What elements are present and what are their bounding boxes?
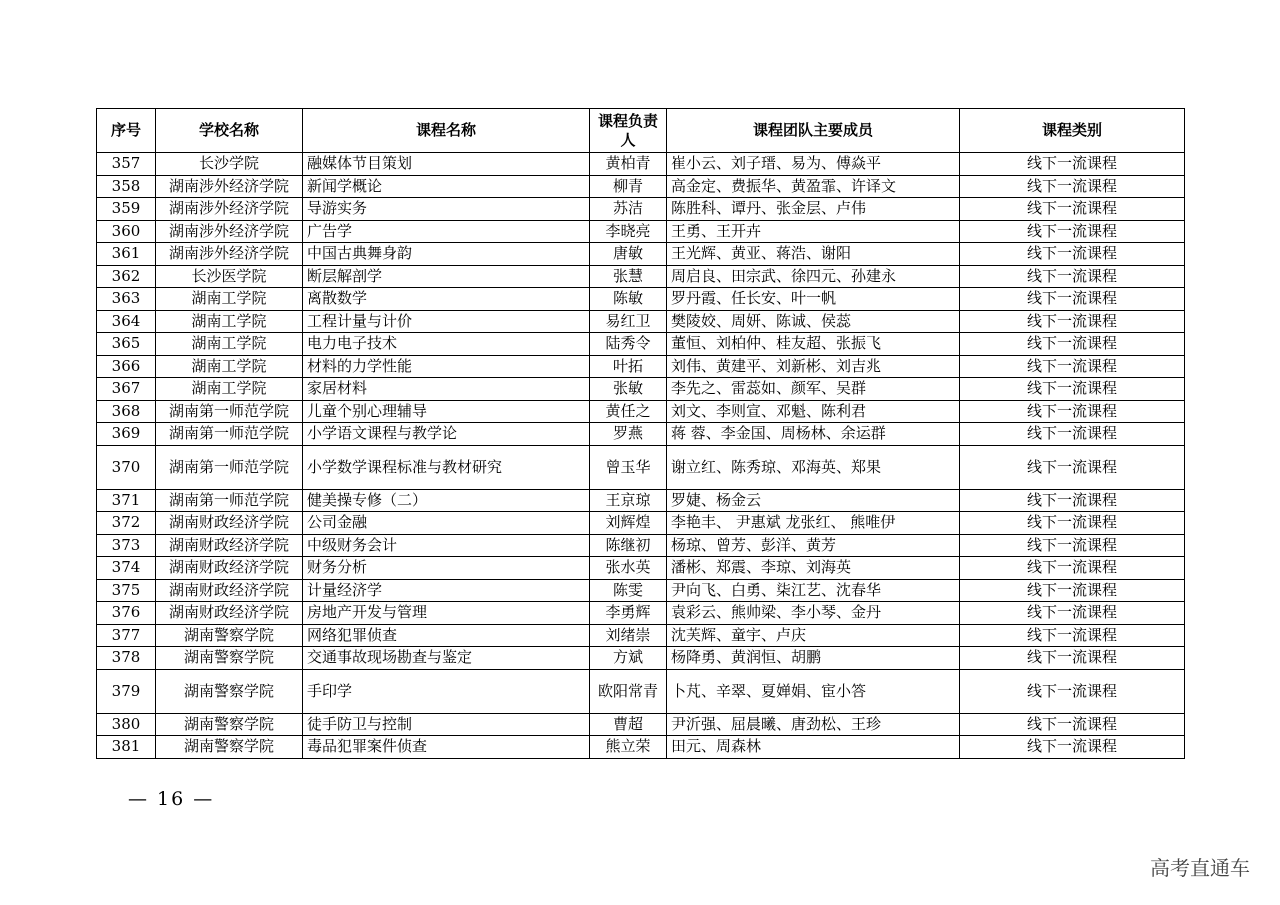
cell-lead: 曹超 (590, 713, 667, 736)
cell-team: 袁彩云、熊帅梁、李小琴、金丹 (667, 602, 960, 625)
cell-team: 樊陵姣、周妍、陈诚、侯蕊 (667, 310, 960, 333)
cell-course: 新闻学概论 (303, 175, 590, 198)
cell-course: 毒品犯罪案件侦查 (303, 736, 590, 759)
cell-school: 湖南工学院 (156, 355, 303, 378)
table-row (97, 378, 1185, 401)
cell-no: 370 (97, 445, 156, 489)
header-course: 课程名称 (303, 109, 590, 153)
cell-lead: 熊立荣 (590, 736, 667, 759)
cell-course: 融媒体节目策划 (303, 153, 590, 176)
cell-category: 线下一流课程 (960, 198, 1185, 221)
cell-course: 家居材料 (303, 378, 590, 401)
cell-category: 线下一流课程 (960, 265, 1185, 288)
cell-school: 湖南警察学院 (156, 713, 303, 736)
table-header-row (97, 109, 1185, 153)
cell-team: 蒋 蓉、李金国、周杨林、余运群 (667, 423, 960, 446)
cell-category: 线下一流课程 (960, 153, 1185, 176)
cell-no: 373 (97, 534, 156, 557)
cell-team: 尹向飞、白勇、柒江艺、沈春华 (667, 579, 960, 602)
cell-team: 沈芙辉、童宇、卢庆 (667, 624, 960, 647)
table-row (97, 512, 1185, 535)
watermark: 高考直通车 (1150, 856, 1250, 880)
cell-school: 湖南财政经济学院 (156, 557, 303, 580)
cell-no: 367 (97, 378, 156, 401)
table-row (97, 220, 1185, 243)
cell-team: 卜芃、辛翠、夏婵娟、宦小答 (667, 669, 960, 713)
cell-course: 交通事故现场勘查与鉴定 (303, 647, 590, 670)
table-row (97, 355, 1185, 378)
cell-school: 湖南涉外经济学院 (156, 243, 303, 266)
cell-school: 长沙学院 (156, 153, 303, 176)
cell-course: 工程计量与计价 (303, 310, 590, 333)
cell-team: 李艳丰、 尹惠斌 龙张红、 熊唯伊 (667, 512, 960, 535)
cell-lead: 王京琼 (590, 489, 667, 512)
table-row (97, 243, 1185, 266)
table-row (97, 265, 1185, 288)
table-row (97, 602, 1185, 625)
cell-course: 儿童个别心理辅导 (303, 400, 590, 423)
cell-lead: 陈雯 (590, 579, 667, 602)
cell-no: 361 (97, 243, 156, 266)
cell-course: 离散数学 (303, 288, 590, 311)
cell-team: 潘彬、郑震、李琼、刘海英 (667, 557, 960, 580)
cell-course: 导游实务 (303, 198, 590, 221)
cell-school: 湖南财政经济学院 (156, 602, 303, 625)
cell-lead: 陈继初 (590, 534, 667, 557)
cell-team: 刘伟、黄建平、刘新彬、刘吉兆 (667, 355, 960, 378)
cell-category: 线下一流课程 (960, 602, 1185, 625)
cell-no: 378 (97, 647, 156, 670)
header-lead: 课程负责人 (590, 109, 667, 153)
cell-lead: 黄任之 (590, 400, 667, 423)
table-row (97, 557, 1185, 580)
cell-category: 线下一流课程 (960, 736, 1185, 759)
cell-course: 公司金融 (303, 512, 590, 535)
cell-lead: 张慧 (590, 265, 667, 288)
table-row (97, 288, 1185, 311)
cell-lead: 曾玉华 (590, 445, 667, 489)
table-row (97, 333, 1185, 356)
table-row (97, 310, 1185, 333)
cell-no: 381 (97, 736, 156, 759)
table-row (97, 669, 1185, 713)
cell-school: 湖南警察学院 (156, 736, 303, 759)
cell-lead: 刘绪崇 (590, 624, 667, 647)
cell-school: 湖南涉外经济学院 (156, 220, 303, 243)
cell-category: 线下一流课程 (960, 310, 1185, 333)
table-row (97, 534, 1185, 557)
table-row (97, 153, 1185, 176)
cell-school: 湖南财政经济学院 (156, 579, 303, 602)
cell-category: 线下一流课程 (960, 423, 1185, 446)
cell-no: 380 (97, 713, 156, 736)
cell-school: 湖南第一师范学院 (156, 489, 303, 512)
cell-school: 湖南工学院 (156, 378, 303, 401)
cell-team: 王光辉、黄亚、蒋浩、谢阳 (667, 243, 960, 266)
cell-no: 357 (97, 153, 156, 176)
cell-lead: 刘辉煌 (590, 512, 667, 535)
cell-no: 362 (97, 265, 156, 288)
header-no: 序号 (97, 109, 156, 153)
cell-lead: 张水英 (590, 557, 667, 580)
cell-course: 中国古典舞身韵 (303, 243, 590, 266)
cell-no: 375 (97, 579, 156, 602)
cell-lead: 张敏 (590, 378, 667, 401)
cell-no: 364 (97, 310, 156, 333)
cell-course: 中级财务会计 (303, 534, 590, 557)
table-row (97, 198, 1185, 221)
cell-category: 线下一流课程 (960, 333, 1185, 356)
cell-school: 湖南涉外经济学院 (156, 175, 303, 198)
table-row (97, 579, 1185, 602)
cell-no: 368 (97, 400, 156, 423)
cell-category: 线下一流课程 (960, 669, 1185, 713)
cell-lead: 方斌 (590, 647, 667, 670)
cell-category: 线下一流课程 (960, 512, 1185, 535)
cell-lead: 李晓亮 (590, 220, 667, 243)
table-row (97, 624, 1185, 647)
cell-team: 李先之、雷蕊如、颜军、吴群 (667, 378, 960, 401)
cell-course: 小学数学课程标准与教材研究 (303, 445, 590, 489)
cell-team: 杨琼、曾芳、彭洋、黄芳 (667, 534, 960, 557)
cell-no: 366 (97, 355, 156, 378)
cell-course: 健美操专修（二） (303, 489, 590, 512)
cell-school: 湖南工学院 (156, 288, 303, 311)
cell-course: 房地产开发与管理 (303, 602, 590, 625)
cell-lead: 李勇辉 (590, 602, 667, 625)
cell-lead: 唐敏 (590, 243, 667, 266)
cell-school: 湖南工学院 (156, 333, 303, 356)
cell-course: 计量经济学 (303, 579, 590, 602)
cell-no: 359 (97, 198, 156, 221)
course-list-table (96, 108, 1185, 759)
cell-category: 线下一流课程 (960, 220, 1185, 243)
table-row (97, 423, 1185, 446)
cell-school: 长沙医学院 (156, 265, 303, 288)
table-row (97, 445, 1185, 489)
cell-category: 线下一流课程 (960, 400, 1185, 423)
cell-course: 广告学 (303, 220, 590, 243)
cell-lead: 柳青 (590, 175, 667, 198)
cell-lead: 叶拓 (590, 355, 667, 378)
cell-lead: 欧阳常青 (590, 669, 667, 713)
cell-team: 杨降勇、黄润恒、胡鹏 (667, 647, 960, 670)
cell-no: 374 (97, 557, 156, 580)
cell-no: 369 (97, 423, 156, 446)
cell-course: 网络犯罪侦查 (303, 624, 590, 647)
cell-category: 线下一流课程 (960, 557, 1185, 580)
cell-team: 周启良、田宗武、徐四元、孙建永 (667, 265, 960, 288)
cell-team: 陈胜科、谭丹、张金层、卢伟 (667, 198, 960, 221)
cell-no: 376 (97, 602, 156, 625)
cell-course: 徒手防卫与控制 (303, 713, 590, 736)
cell-course: 手印学 (303, 669, 590, 713)
cell-team: 罗丹霞、任长安、叶一帆 (667, 288, 960, 311)
cell-course: 断层解剖学 (303, 265, 590, 288)
cell-course: 材料的力学性能 (303, 355, 590, 378)
cell-no: 363 (97, 288, 156, 311)
cell-course: 小学语文课程与教学论 (303, 423, 590, 446)
table-row (97, 400, 1185, 423)
cell-team: 王勇、王开卉 (667, 220, 960, 243)
cell-no: 365 (97, 333, 156, 356)
cell-lead: 黄柏青 (590, 153, 667, 176)
cell-lead: 陆秀令 (590, 333, 667, 356)
cell-category: 线下一流课程 (960, 445, 1185, 489)
cell-no: 360 (97, 220, 156, 243)
cell-lead: 苏洁 (590, 198, 667, 221)
cell-school: 湖南涉外经济学院 (156, 198, 303, 221)
cell-school: 湖南工学院 (156, 310, 303, 333)
cell-no: 379 (97, 669, 156, 713)
cell-lead: 陈敏 (590, 288, 667, 311)
cell-category: 线下一流课程 (960, 624, 1185, 647)
cell-no: 372 (97, 512, 156, 535)
cell-category: 线下一流课程 (960, 647, 1185, 670)
cell-category: 线下一流课程 (960, 713, 1185, 736)
cell-team: 田元、周森林 (667, 736, 960, 759)
table-row (97, 713, 1185, 736)
cell-school: 湖南第一师范学院 (156, 400, 303, 423)
cell-school: 湖南财政经济学院 (156, 512, 303, 535)
cell-course: 财务分析 (303, 557, 590, 580)
cell-school: 湖南第一师范学院 (156, 423, 303, 446)
cell-category: 线下一流课程 (960, 243, 1185, 266)
cell-category: 线下一流课程 (960, 579, 1185, 602)
header-team: 课程团队主要成员 (667, 109, 960, 153)
table-body (97, 153, 1185, 759)
cell-team: 罗婕、杨金云 (667, 489, 960, 512)
cell-category: 线下一流课程 (960, 288, 1185, 311)
cell-team: 崔小云、刘子瑨、易为、傅焱平 (667, 153, 960, 176)
cell-no: 371 (97, 489, 156, 512)
cell-team: 董恒、刘柏仲、桂友超、张振飞 (667, 333, 960, 356)
cell-team: 尹沂强、屈晨曦、唐劲松、王珍 (667, 713, 960, 736)
cell-school: 湖南财政经济学院 (156, 534, 303, 557)
cell-no: 358 (97, 175, 156, 198)
cell-school: 湖南警察学院 (156, 669, 303, 713)
table-row (97, 647, 1185, 670)
cell-lead: 易红卫 (590, 310, 667, 333)
header-category: 课程类别 (960, 109, 1185, 153)
cell-no: 377 (97, 624, 156, 647)
table-row (97, 736, 1185, 759)
table-row (97, 175, 1185, 198)
cell-team: 刘文、李则宣、邓魁、陈利君 (667, 400, 960, 423)
header-school: 学校名称 (156, 109, 303, 153)
cell-lead: 罗燕 (590, 423, 667, 446)
cell-team: 高金定、费振华、黄盈霏、许译文 (667, 175, 960, 198)
cell-school: 湖南第一师范学院 (156, 445, 303, 489)
cell-course: 电力电子技术 (303, 333, 590, 356)
cell-school: 湖南警察学院 (156, 624, 303, 647)
page-number: — 16 — (128, 788, 215, 810)
cell-category: 线下一流课程 (960, 378, 1185, 401)
table-row (97, 489, 1185, 512)
cell-category: 线下一流课程 (960, 534, 1185, 557)
cell-team: 谢立红、陈秀琼、邓海英、郑果 (667, 445, 960, 489)
cell-category: 线下一流课程 (960, 175, 1185, 198)
cell-category: 线下一流课程 (960, 489, 1185, 512)
cell-school: 湖南警察学院 (156, 647, 303, 670)
cell-category: 线下一流课程 (960, 355, 1185, 378)
